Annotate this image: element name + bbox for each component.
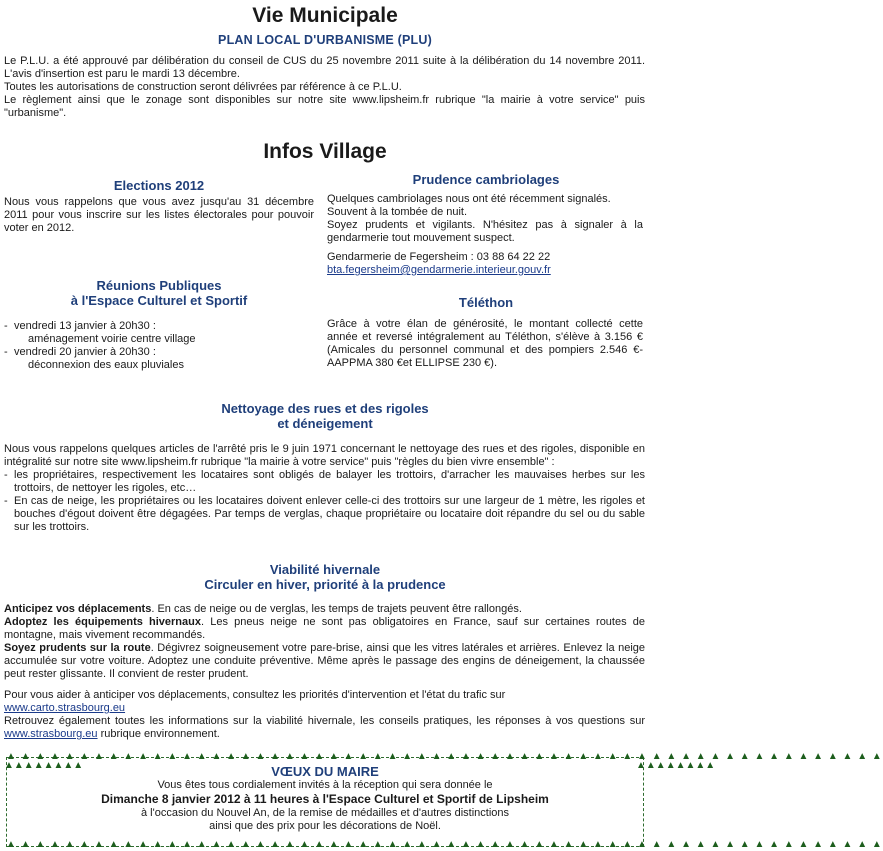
voeux-line-1: Vous êtes tous cordialement invités à la réception qui sera donnée le bbox=[157, 779, 493, 791]
viabilite-p2 bbox=[4, 616, 645, 642]
carto-link[interactable]: www.carto.strasbourg.eu bbox=[4, 702, 126, 714]
gendarmerie-contact: Gendarmerie de Fegersheim : 03 88 64 22 22 bbox=[327, 251, 551, 263]
reunion-item bbox=[4, 320, 314, 346]
reunion-detail: aménagement voirie centre village bbox=[28, 333, 196, 345]
telethon-title: Téléthon bbox=[458, 295, 514, 310]
voeux-line-4: ainsi que des prix pour les décorations de Noël. bbox=[209, 820, 441, 832]
viabilite-p2-rest: . Les pneus neige ne sont pas obligatoires en France, sauf sur certaines routes de montagne, mais vivement recommandés. bbox=[4, 616, 645, 641]
viabilite-p3-rest: . Dégivrez soigneusement votre pare-brise, ainsi que les vitres latérales et arrières. Enlevez la neige accumulée sur votre voiture. Adoptez une conduite préventive. Même après le passage des engins de déneigement, la chaussée peut rester glissante. Il convient de rester prudent. bbox=[4, 642, 646, 680]
viabilite-p1-rest: . En cas de neige ou de verglas, les temps de trajets peuvent être rallongés. bbox=[151, 603, 522, 615]
tree-border-bottom: ▲ ▲ ▲ ▲ ▲ ▲ ▲ ▲ ▲ ▲ ▲ ▲ ▲ ▲ ▲ ▲ ▲ ▲ ▲ ▲ ▲ ▲ ▲ ▲ ▲ ▲ ▲ ▲ ▲ ▲ ▲ ▲ ▲ ▲ ▲ ▲ ▲ ▲ ▲ ▲ ▲ ▲ ▲ ▲ ▲ ▲ ▲ ▲ ▲ ▲ ▲ ▲ ▲ ▲ ▲ ▲ ▲ ▲ ▲ ▲ bbox=[6, 839, 883, 850]
viabilite-p3-bold: Soyez prudents sur la route bbox=[4, 642, 151, 654]
voeux-line-3: à l'occasion du Nouvel An, de la remise de médailles et d'autres distinctions bbox=[140, 807, 509, 819]
infos-village-title: Infos Village bbox=[263, 140, 387, 163]
nettoyage-item: - les propriétaires, respectivement les locataires sont obligés de balayer les trottoirs, d'arracher les mauvaises herbes sur les trottoirs, de nettoyer les rigoles, etc… bbox=[4, 469, 645, 495]
voeux-date: Dimanche 8 janvier 2012 à 11 heures à l'Espace Culturel et Sportif de Lipsheim bbox=[101, 792, 549, 806]
viabilite-title bbox=[0, 562, 650, 592]
viabilite-p4-text: Pour vous aider à anticiper vos déplacements, consultez les priorités d'intervention et l'état du trafic sur bbox=[4, 689, 506, 701]
prudence-title: Prudence cambriolages bbox=[412, 172, 560, 187]
prudence-line-2: Souvent à la tombée de nuit. bbox=[327, 206, 468, 218]
prudence-line-3: Soyez prudents et vigilants. N'hésitez pas à signaler à la gendarmerie tout mouvement suspect. bbox=[327, 219, 643, 244]
tree-border-left: ▲▲▲▲▲▲▲▲ bbox=[4, 760, 84, 771]
tree-border-right: ▲▲▲▲▲▲▲▲ bbox=[636, 760, 716, 771]
reunion-date: - vendredi 20 janvier à 20h30 : bbox=[14, 346, 156, 358]
reunions-title bbox=[4, 278, 314, 308]
viabilite-p4 bbox=[4, 689, 645, 715]
viabilite-p5 bbox=[4, 715, 645, 741]
viabilite-p3 bbox=[4, 642, 645, 681]
voeux-title: VŒUX DU MAIRE bbox=[271, 764, 379, 779]
nettoyage-item: - En cas de neige, les propriétaires ou les locataires doivent enlever celle-ci des trottoirs sur une largeur de 1 mètre, les rigoles et bouches d'égout doivent être dégagées. Par temps de verglas, chaque propriétaire ou locataire doit répandre du sel ou du sable sur les trottoirs. bbox=[4, 495, 645, 534]
viabilite-text bbox=[4, 603, 645, 741]
viabilite-title-line2: Circuler en hiver, priorité à la prudence bbox=[204, 577, 446, 592]
reunion-item bbox=[4, 346, 314, 372]
nettoyage-title bbox=[0, 401, 650, 431]
viabilite-p1 bbox=[4, 603, 645, 616]
tree-border-top: ▲ ▲ ▲ ▲ ▲ ▲ ▲ ▲ ▲ ▲ ▲ ▲ ▲ ▲ ▲ ▲ ▲ ▲ ▲ ▲ ▲ ▲ ▲ ▲ ▲ ▲ ▲ ▲ ▲ ▲ ▲ ▲ ▲ ▲ ▲ ▲ ▲ ▲ ▲ ▲ ▲ ▲ ▲ ▲ ▲ ▲ ▲ ▲ ▲ ▲ ▲ ▲ ▲ ▲ ▲ ▲ ▲ ▲ ▲ ▲ bbox=[6, 751, 883, 762]
strasbourg-link[interactable]: www.strasbourg.eu bbox=[4, 728, 98, 740]
voeux-content bbox=[20, 764, 630, 833]
nettoyage-text bbox=[4, 443, 645, 534]
prudence-text bbox=[327, 193, 643, 277]
viabilite-p5-text: Retrouvez également toutes les informations sur la viabilité hivernale, les conseils pratiques, les réponses à vos questions sur bbox=[4, 715, 645, 727]
gendarmerie-email-link[interactable]: bta.fegersheim@gendarmerie.interieur.gouv.fr bbox=[327, 264, 551, 276]
reunions-list bbox=[4, 320, 314, 372]
reunion-detail: déconnexion des eaux pluviales bbox=[28, 359, 184, 371]
reunions-title-line1: Réunions Publiques bbox=[96, 278, 222, 293]
viabilite-title-line1: Viabilité hivernale bbox=[269, 562, 381, 577]
plu-paragraph-3: Le règlement ainsi que le zonage sont disponibles sur notre site www.lipsheim.fr rubrique "la mairie à votre service" puis "urbanisme". bbox=[4, 94, 645, 119]
plu-subtitle: PLAN LOCAL D'URBANISME (PLU) bbox=[218, 33, 432, 47]
plu-text bbox=[4, 55, 645, 120]
plu-paragraph-1: Le P.L.U. a été approuvé par délibération du conseil de CUS du 25 novembre 2011 suite à la délibération du 14 novembre 2011. L'avis d'insertion est paru le mardi 13 décembre. bbox=[4, 55, 645, 80]
viabilite-p2-bold: Adoptez les équipements hivernaux bbox=[4, 616, 201, 628]
reunions-title-line2: à l'Espace Culturel et Sportif bbox=[70, 293, 248, 308]
nettoyage-intro: Nous vous rappelons quelques articles de l'arrêté pris le 9 juin 1971 concernant le nettoyage des rues et des rigoles, disponible en intégralité sur notre site www.lipsheim.fr rubrique "la mairie à votre service" puis "règles du bien vivre ensemble" : bbox=[4, 443, 645, 468]
prudence-line-1: Quelques cambriolages nous ont été récemment signalés. bbox=[327, 193, 611, 205]
viabilite-p5-end: rubrique environnement. bbox=[97, 728, 220, 740]
elections-text: Nous vous rappelons que vous avez jusqu'au 31 décembre 2011 pour vous inscrire sur les listes électorales pour pouvoir voter en 2012. bbox=[4, 196, 314, 234]
telethon-text: Grâce à votre élan de générosité, le montant collecté cette année et reversé intégralement au Téléthon, s'élève à 3.156 € (Amicales du personnel communal et des pompiers 2.546 €- AAPPMA 380 €et ELLIPSE 230 €). bbox=[327, 318, 643, 369]
nettoyage-title-line2: et déneigement bbox=[277, 416, 373, 431]
nettoyage-title-line1: Nettoyage des rues et des rigoles bbox=[221, 401, 429, 416]
elections-title: Elections 2012 bbox=[113, 178, 205, 193]
reunion-date: - vendredi 13 janvier à 20h30 : bbox=[14, 320, 156, 332]
page-title: Vie Municipale bbox=[252, 4, 398, 27]
plu-paragraph-2: Toutes les autorisations de construction seront délivrées par référence à ce P.L.U. bbox=[4, 81, 402, 93]
viabilite-p1-bold: Anticipez vos déplacements bbox=[4, 603, 152, 615]
